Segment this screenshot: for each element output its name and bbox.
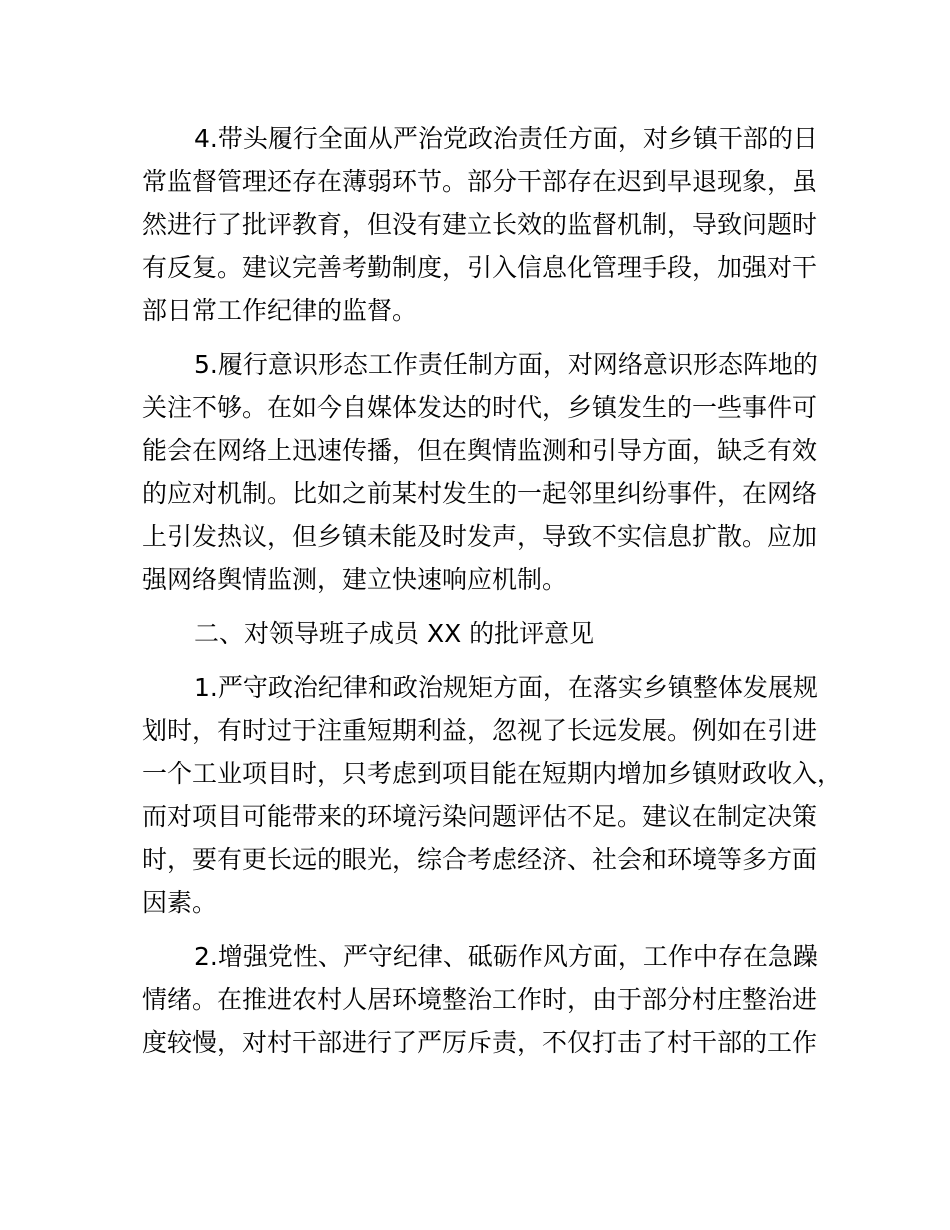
text-line: 度较慢，对村干部进行了严厉斥责，不仅打击了村干部的工作 bbox=[142, 1028, 818, 1057]
text-line: 2.增强党性、严守纪律、砥砺作风方面，工作中存在急躁 bbox=[194, 942, 818, 971]
section-heading bbox=[142, 612, 808, 655]
text-line: 4.带头履行全面从严治党政治责任方面，对乡镇干部的日 bbox=[194, 124, 818, 153]
paragraph bbox=[142, 935, 818, 1064]
text-line: 二、对领导班子成员 XX 的批评意见 bbox=[194, 619, 595, 648]
text-line: 5.履行意识形态工作责任制方面，对网络意识形态阵地的 bbox=[194, 350, 818, 379]
text-line: 一个工业项目时，只考虑到项目能在短期内增加乡镇财政收入， bbox=[142, 759, 843, 788]
text-line: 划时，有时过于注重短期利益，忽视了长远发展。例如在引进 bbox=[142, 716, 818, 745]
text-line: 能会在网络上迅速传播，但在舆情监测和引导方面，缺乏有效 bbox=[142, 436, 818, 465]
text-line: 上引发热议，但乡镇未能及时发声，导致不实信息扩散。应加 bbox=[142, 522, 818, 551]
paragraph bbox=[142, 117, 818, 332]
text-line: 的应对机制。比如之前某村发生的一起邻里纠纷事件，在网络 bbox=[142, 479, 818, 508]
document-body bbox=[142, 117, 843, 1075]
text-line: 强网络舆情监测，建立快速响应机制。 bbox=[142, 565, 568, 594]
text-line: 1.严守政治纪律和政治规矩方面，在落实乡镇整体发展规 bbox=[194, 673, 818, 702]
text-line: 有反复。建议完善考勤制度，引入信息化管理手段，加强对干 bbox=[142, 253, 818, 282]
text-line: 部日常工作纪律的监督。 bbox=[142, 296, 418, 325]
text-line: 因素。 bbox=[142, 888, 218, 917]
text-line: 情绪。在推进农村人居环境整治工作时，由于部分村庄整治进 bbox=[142, 985, 818, 1014]
text-line: 常监督管理还存在薄弱环节。部分干部存在迟到早退现象，虽 bbox=[142, 167, 818, 196]
paragraph bbox=[142, 666, 843, 924]
text-line: 然进行了批评教育，但没有建立长效的监督机制，导致问题时 bbox=[142, 210, 818, 239]
text-line: 而对项目可能带来的环境污染问题评估不足。建议在制定决策 bbox=[142, 802, 818, 831]
paragraph bbox=[142, 343, 818, 601]
text-line: 时，要有更长远的眼光，综合考虑经济、社会和环境等多方面 bbox=[142, 845, 818, 874]
text-line: 关注不够。在如今自媒体发达的时代，乡镇发生的一些事件可 bbox=[142, 393, 818, 422]
